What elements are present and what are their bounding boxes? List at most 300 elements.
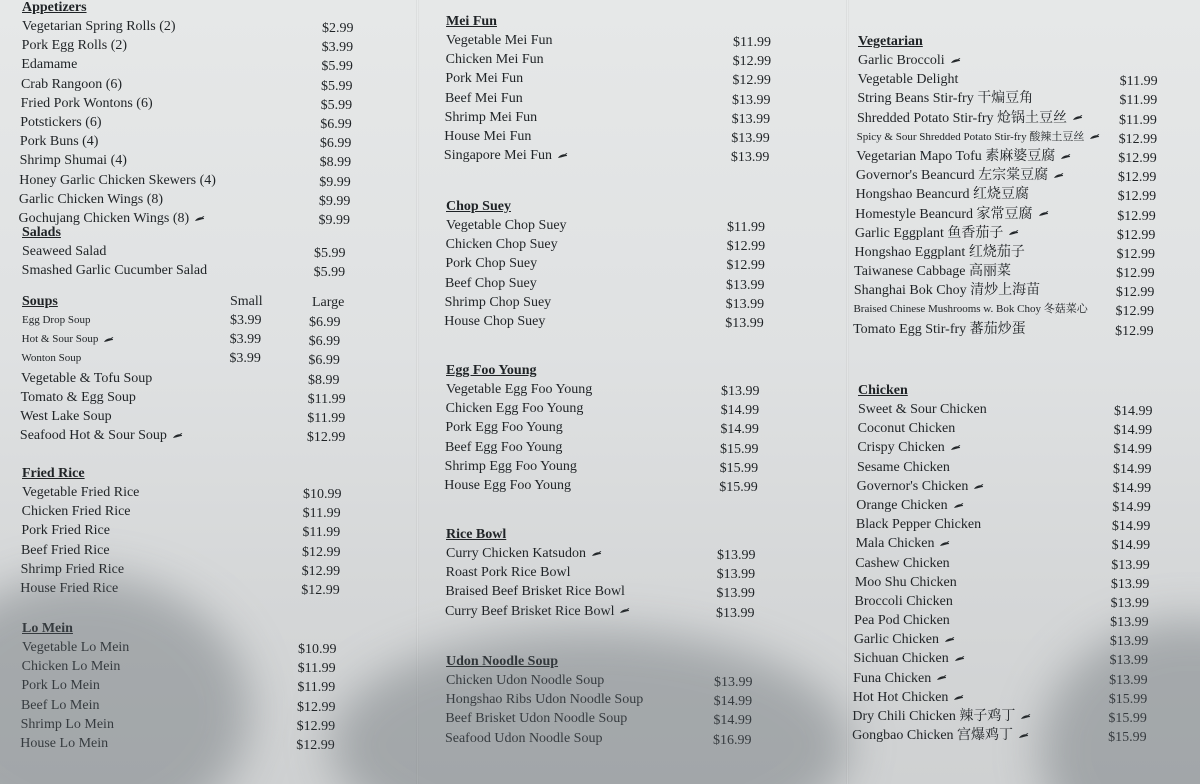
menu-item-name-text: Beef Egg Foo Young — [444, 439, 563, 455]
menu-item-name — [858, 70, 959, 89]
menu-item — [20, 113, 410, 132]
menu-item-price: $11.99 — [302, 506, 341, 522]
menu-item-name — [857, 458, 950, 477]
menu-item-price: $8.99 — [319, 155, 352, 171]
menu-item-price: $13.99 — [1111, 557, 1150, 573]
menu-item-name — [857, 438, 960, 457]
menu-item — [445, 729, 835, 748]
menu-item-name-text: Braised Beef Brisket Rice Bowl — [445, 584, 625, 600]
menu-item-price: $6.99 — [320, 116, 352, 132]
menu-item-name-text: Crispy Chicken — [857, 440, 945, 456]
menu-item — [858, 400, 1200, 419]
menu-item — [22, 242, 412, 261]
menu-item-price: $15.99 — [1108, 691, 1148, 707]
chili-pepper-icon — [194, 216, 204, 222]
menu-item — [858, 70, 1200, 89]
menu-item — [22, 330, 412, 349]
menu-item-name-text: Roast Pork Rice Bowl — [445, 565, 571, 581]
chop-suey-title: Chop Suey — [446, 199, 511, 214]
salads-title: Salads — [22, 225, 61, 240]
menu-item — [20, 132, 410, 151]
menu-item-price: $12.99 — [296, 737, 335, 753]
menu-item-name — [856, 185, 1029, 204]
menu-item — [856, 515, 1200, 534]
chop-suey-items — [446, 216, 836, 331]
menu-item-name — [21, 696, 100, 715]
menu-item — [446, 690, 836, 709]
menu-item-name — [856, 515, 981, 534]
menu-item-price: $13.99 — [1110, 576, 1150, 592]
menu-item-name-text: Tomato Egg Stir-fry 蕃茄炒蛋 — [853, 321, 1026, 337]
chili-pepper-icon — [1053, 173, 1063, 179]
chicken-title: Chicken — [858, 383, 908, 398]
menu-item-name-text: Tomato & Egg Soup — [20, 389, 136, 405]
menu-item-name-text: Coconut Chicken — [857, 421, 956, 437]
appetizers-title: Appetizers — [22, 0, 87, 15]
menu-item-price: $13.99 — [721, 384, 760, 399]
chili-pepper-icon — [1060, 154, 1070, 160]
menu-item-name-text: Hongshao Eggplant 红烧茄子 — [854, 244, 1025, 260]
menu-item-price: $6.99 — [308, 353, 340, 369]
menu-item — [854, 630, 1200, 649]
menu-item-name-text: Orange Chicken — [856, 497, 948, 513]
menu-item-price: $16.99 — [712, 732, 752, 748]
menu-item-name-text: Shrimp Chop Suey — [444, 294, 552, 310]
menu-item-price: $6.99 — [308, 334, 341, 350]
menu-item-name — [858, 419, 956, 438]
menu-item-name-text: Cashew Chicken — [855, 555, 950, 571]
menu-item-price: $13.99 — [730, 150, 770, 166]
menu-item-price: $8.99 — [307, 372, 340, 388]
chili-pepper-icon — [950, 58, 960, 64]
chili-pepper-icon — [1008, 230, 1018, 236]
menu-item — [21, 715, 411, 734]
menu-item-name-text: Vegetable Delight — [857, 72, 959, 88]
menu-item-name-text: Pork Lo Mein — [21, 678, 100, 694]
menu-item-name — [20, 407, 111, 426]
menu-item-name-text: Homestyle Beancurd 家常豆腐 — [855, 206, 1033, 222]
menu-item-name-text: Shanghai Bok Choy 清炒上海苗 — [853, 283, 1041, 299]
menu-item-price: $14.99 — [720, 422, 759, 438]
menu-item-price: $13.99 — [716, 567, 756, 583]
menu-item — [21, 94, 411, 113]
menu-item-price: $12.99 — [296, 718, 336, 734]
menu-item — [445, 438, 835, 457]
menu-item-name-text: Beef Lo Mein — [20, 697, 100, 713]
menu-item-name-text: House Mei Fun — [444, 128, 532, 144]
udon-title: Udon Noodle Soup — [446, 654, 559, 669]
menu-item-name — [21, 541, 110, 560]
menu-item-name-text: Vegetarian Spring Rolls (2) — [22, 19, 176, 34]
menu-item-name — [444, 476, 571, 495]
menu-item-price: $12.99 — [1118, 131, 1158, 147]
menu-item-name-text: Chicken Egg Foo Young — [445, 401, 584, 417]
menu-item-name — [445, 89, 523, 108]
menu-item-small-price: $3.99 — [229, 332, 262, 348]
menu-item-price: $13.99 — [731, 130, 770, 146]
menu-item-name-text: Funa Chicken — [853, 670, 932, 686]
menu-item-price: $5.99 — [314, 246, 346, 261]
menu-item-price: $14.99 — [1112, 499, 1151, 515]
menu-item — [21, 369, 411, 388]
menu-item-name-text: Fried Pork Wontons (6) — [20, 95, 153, 111]
menu-item-name-text: Chicken Chop Suey — [445, 237, 558, 253]
menu-item-price: $13.99 — [725, 296, 765, 312]
menu-item-name — [854, 281, 1040, 300]
menu-item — [854, 281, 1200, 300]
menu-item-name — [445, 254, 537, 273]
menu-item-price: $9.99 — [318, 193, 351, 209]
menu-item — [19, 190, 409, 209]
menu-item-name-text: Chicken Fried Rice — [21, 504, 131, 520]
menu-item-name — [857, 128, 1100, 147]
menu-item-name — [22, 311, 90, 330]
menu-item-name-text: Beef Brisket Udon Noodle Soup — [445, 711, 628, 727]
menu-item-name — [446, 690, 644, 709]
vegetarian-title: Vegetarian — [858, 34, 923, 49]
menu-item-name — [858, 400, 987, 419]
menu-item-name — [22, 261, 207, 280]
menu-item-price: $11.99 — [727, 220, 765, 235]
menu-item-name — [444, 146, 567, 165]
menu-item-name-text: Shrimp Shumai (4) — [19, 153, 127, 169]
menu-item-name-text: Gongbao Chicken 宫爆鸡丁 — [852, 728, 1014, 744]
menu-item-name — [21, 55, 77, 74]
fried-rice-items — [22, 483, 412, 598]
menu-item-name — [446, 216, 567, 235]
soups-small-label: Small — [230, 294, 263, 309]
menu-item-price: $12.99 — [301, 582, 340, 598]
menu-item-name-text: Black Pepper Chicken — [855, 517, 982, 533]
menu-item-price: $13.99 — [725, 277, 765, 293]
menu-item-name — [20, 151, 127, 170]
menu-item — [21, 696, 411, 715]
menu-item — [856, 166, 1200, 185]
rice-bowl-items — [446, 544, 836, 621]
lo-mein-section — [22, 621, 412, 753]
menu-item-name-text: Vegetable Egg Foo Young — [446, 382, 593, 397]
chili-pepper-icon — [591, 551, 601, 557]
rice-bowl-title: Rice Bowl — [446, 527, 507, 542]
menu-item-price: $11.99 — [297, 661, 336, 677]
menu-item-name-text: Beef Chop Suey — [444, 275, 537, 291]
menu-item — [857, 477, 1200, 496]
menu-item-name — [855, 243, 1025, 262]
menu-item-name-text: Curry Beef Brisket Rice Bowl — [444, 603, 615, 619]
egg-foo-young-section — [446, 363, 836, 495]
menu-item-price: $5.99 — [320, 78, 353, 94]
menu-item — [444, 146, 834, 165]
menu-item — [855, 243, 1200, 262]
menu-item-name — [853, 669, 946, 688]
menu-item-price: $11.99 — [1118, 112, 1157, 128]
menu-item-name-text: Pork Mei Fun — [445, 71, 524, 87]
menu-item-price: $15.99 — [719, 441, 759, 457]
menu-item — [445, 69, 835, 88]
menu-item-price: $14.99 — [1111, 519, 1151, 535]
lo-mein-items — [22, 638, 412, 753]
menu-item — [446, 50, 836, 69]
chili-pepper-icon — [954, 656, 964, 662]
menu-item-name — [20, 734, 108, 753]
chili-pepper-icon — [936, 675, 946, 681]
menu-item-name — [445, 274, 537, 293]
appetizers-section — [18, 0, 412, 228]
menu-item-name — [446, 544, 601, 563]
menu-item-name — [21, 676, 100, 695]
menu-item-price: $10.99 — [298, 642, 337, 657]
menu-item — [444, 312, 834, 331]
menu-item-name — [853, 688, 964, 707]
vegetarian-items — [853, 51, 1200, 339]
menu-item-name — [20, 426, 182, 445]
menu-item-name-text: Moo Shu Chicken — [854, 574, 957, 590]
menu-item — [19, 171, 409, 190]
menu-item-name-text: Seaweed Salad — [22, 244, 107, 259]
menu-item-name — [21, 94, 153, 113]
menu-item-name — [446, 31, 553, 50]
mei-fun-title: Mei Fun — [446, 14, 497, 29]
menu-item-price: $6.99 — [319, 136, 352, 152]
soups-items — [19, 311, 412, 446]
menu-item — [445, 254, 835, 273]
menu-column-3 — [850, 0, 1200, 784]
menu-item-name — [445, 108, 538, 127]
menu-item-name — [446, 399, 584, 418]
menu-item — [21, 388, 411, 407]
menu-item-name — [21, 349, 81, 368]
soups-title: Soups — [22, 294, 58, 309]
menu-item-price: $12.99 — [1115, 304, 1154, 320]
menu-column-2 — [420, 0, 850, 784]
menu-item — [855, 554, 1200, 573]
menu-item — [20, 407, 410, 426]
menu-item-price: $14.99 — [1112, 480, 1152, 496]
menu-item-name-text: Garlic Chicken Wings (8) — [18, 191, 164, 207]
chili-pepper-icon — [1072, 115, 1082, 121]
menu-item-name-text: Chicken Udon Noodle Soup — [446, 673, 605, 688]
menu-item-name-text: Potstickers (6) — [20, 114, 102, 130]
menu-item — [444, 476, 834, 495]
menu-item-price: $15.99 — [719, 479, 758, 495]
menu-item — [853, 669, 1200, 688]
menu-column-1 — [0, 0, 420, 784]
menu-item-price: $13.99 — [731, 92, 771, 108]
menu-item-name — [854, 262, 1011, 281]
menu-item-name — [856, 534, 950, 553]
menu-item-price: $12.99 — [1116, 246, 1155, 262]
menu-item — [852, 726, 1200, 745]
menu-item — [21, 349, 411, 368]
menu-item — [446, 563, 836, 582]
menu-item-name — [21, 388, 136, 407]
menu-item — [857, 109, 1200, 128]
menu-item — [445, 582, 835, 601]
menu-item-price: $11.99 — [297, 680, 336, 696]
menu-item — [446, 671, 836, 690]
menu-item-price: $13.99 — [714, 675, 753, 690]
menu-item-name — [852, 726, 1028, 745]
chicken-items — [852, 400, 1200, 746]
mei-fun-items — [443, 31, 836, 166]
menu-item-price: $5.99 — [321, 59, 353, 75]
menu-item-name-text: House Chop Suey — [444, 313, 546, 329]
menu-item-small-price: $3.99 — [229, 351, 261, 367]
menu-item-price: $14.99 — [1113, 423, 1153, 439]
chili-pepper-icon — [973, 484, 983, 490]
menu-item — [444, 127, 834, 146]
menu-item-name — [445, 69, 523, 88]
menu-item — [856, 185, 1200, 204]
menu-item-name-text: Pork Fried Rice — [21, 523, 110, 539]
menu-item-name-text: Shrimp Egg Foo Young — [444, 458, 577, 474]
menu-item-name — [446, 50, 544, 69]
menu-item-price: $13.99 — [1110, 595, 1149, 611]
menu-item-name-text: Wonton Soup — [21, 352, 82, 365]
menu-item-name — [22, 657, 121, 676]
menu-item-name — [856, 147, 1070, 166]
menu-item-price: $2.99 — [322, 21, 354, 36]
menu-item-price: $13.99 — [1109, 634, 1149, 650]
chili-pepper-icon — [953, 695, 963, 701]
menu-item-name — [22, 36, 127, 55]
menu-item — [445, 709, 835, 728]
menu-item-name-text: Mala Chicken — [855, 536, 935, 552]
menu-item — [21, 676, 411, 695]
menu-item-price: $15.99 — [1108, 730, 1147, 746]
menu-item-name — [19, 171, 216, 190]
menu-item-price: $13.99 — [715, 605, 755, 621]
menu-item-name — [21, 560, 124, 579]
menu-item-name-text: Curry Chicken Katsudon — [446, 546, 586, 561]
menu-item — [856, 147, 1200, 166]
menu-item-name-text: Smashed Garlic Cucumber Salad — [21, 263, 208, 279]
menu-item-name-text: Vegetable Chop Suey — [446, 218, 567, 233]
menu-item-price: $12.99 — [1116, 266, 1155, 282]
menu-item — [20, 426, 410, 445]
menu-item-price: $5.99 — [320, 97, 353, 113]
menu-item-name — [21, 521, 110, 540]
menu-item-price: $12.99 — [1117, 170, 1157, 186]
menu-item-name-text: Singapore Mei Fun — [443, 148, 553, 164]
menu-item-name-text: Governor's Chicken — [856, 478, 969, 494]
menu-item — [855, 205, 1200, 224]
menu-item-price: $12.99 — [1117, 208, 1156, 224]
menu-item-price: $12.99 — [301, 563, 341, 579]
menu-item-name — [858, 51, 960, 70]
menu-item-name — [445, 602, 630, 621]
udon-items — [446, 671, 836, 748]
menu-item-name — [855, 573, 957, 592]
menu-item — [853, 300, 1200, 319]
menu-item-price: $12.99 — [1115, 323, 1154, 339]
menu-item-price: $13.99 — [725, 315, 764, 331]
fried-rice-section — [22, 466, 412, 598]
menu-item-name-text: String Beans Stir-fry 干煸豆角 — [857, 91, 1034, 107]
menu-item — [445, 274, 835, 293]
menu-item-price: $5.99 — [313, 265, 346, 281]
menu-item — [857, 89, 1200, 108]
menu-item — [22, 311, 412, 330]
menu-item-name — [856, 496, 962, 515]
menu-item — [21, 541, 411, 560]
menu-item-price: $12.99 — [726, 258, 765, 274]
menu-item-name — [446, 671, 604, 690]
menu-item — [20, 579, 410, 598]
chili-pepper-icon — [1020, 714, 1030, 720]
menu-item-name — [853, 649, 963, 668]
chili-pepper-icon — [619, 608, 629, 614]
menu-item-price: $11.99 — [302, 525, 341, 541]
menu-item-name-text: House Fried Rice — [20, 580, 119, 596]
menu-item-name-text: Chicken Lo Mein — [21, 659, 121, 675]
menu-item-name — [855, 205, 1047, 224]
menu-item-price: $11.99 — [307, 410, 346, 426]
menu-item-name-text: Garlic Broccoli — [858, 53, 945, 68]
menu-item — [21, 560, 411, 579]
menu-item-name-text: Shredded Potato Stir-fry 炝锅土豆丝 — [856, 110, 1068, 126]
salads-section — [22, 225, 412, 280]
menu-item-name-text: Shrimp Mei Fun — [444, 109, 538, 125]
menu-item — [22, 36, 412, 55]
menu-item-name-text: Pea Pod Chicken — [854, 613, 950, 629]
menu-item-name — [445, 582, 625, 601]
menu-item — [855, 573, 1200, 592]
menu-item-name-text: Hot Hot Chicken — [852, 689, 949, 705]
menu-item-name — [21, 369, 152, 388]
menu-item — [22, 638, 412, 657]
menu-item-name — [20, 132, 99, 151]
chili-pepper-icon — [1038, 211, 1048, 217]
menu-item-name-text: Vegetable Fried Rice — [22, 485, 140, 500]
menu-item-price: $12.99 — [1118, 150, 1157, 166]
menu-item — [854, 611, 1200, 630]
menu-item-name — [20, 579, 118, 598]
menu-item — [21, 75, 411, 94]
menu-item-name — [22, 638, 129, 657]
menu-item-name-text: Hot & Sour Soup — [21, 333, 99, 346]
fried-rice-title: Fried Rice — [22, 466, 85, 481]
menu-item — [853, 688, 1200, 707]
chili-pepper-icon — [557, 153, 567, 159]
menu-item-price: $12.99 — [1116, 227, 1156, 243]
menu-item — [852, 707, 1200, 726]
soups-section — [19, 294, 412, 446]
menu-item-name-text: Hongshao Beancurd 红烧豆腐 — [855, 187, 1029, 203]
menu-item-price: $14.99 — [713, 694, 753, 710]
menu-item-name-text: Vegetable Mei Fun — [446, 33, 553, 48]
menu-item — [853, 320, 1200, 339]
lo-mein-title: Lo Mein — [22, 621, 73, 636]
menu-item-price: $11.99 — [1119, 93, 1158, 109]
menu-item — [854, 262, 1200, 281]
menu-item-price: $14.99 — [720, 403, 760, 419]
menu-item-name — [22, 242, 106, 261]
menu-item-name — [446, 235, 558, 254]
menu-item-name-text: Pork Buns (4) — [19, 134, 99, 150]
soups-large-label: Large — [312, 295, 345, 310]
chili-pepper-icon — [950, 445, 960, 451]
menu-item — [20, 151, 410, 170]
menu-item-small-price: $3.99 — [230, 313, 262, 328]
menu-item-price: $14.99 — [1112, 461, 1152, 477]
menu-item-name — [445, 418, 562, 437]
chili-pepper-icon — [939, 541, 949, 547]
menu-item-name — [22, 502, 131, 521]
menu-item-name-text: Egg Drop Soup — [22, 314, 91, 326]
menu-item-name-text: Edamame — [21, 57, 78, 73]
menu-item-name-text: Sweet & Sour Chicken — [858, 402, 987, 417]
